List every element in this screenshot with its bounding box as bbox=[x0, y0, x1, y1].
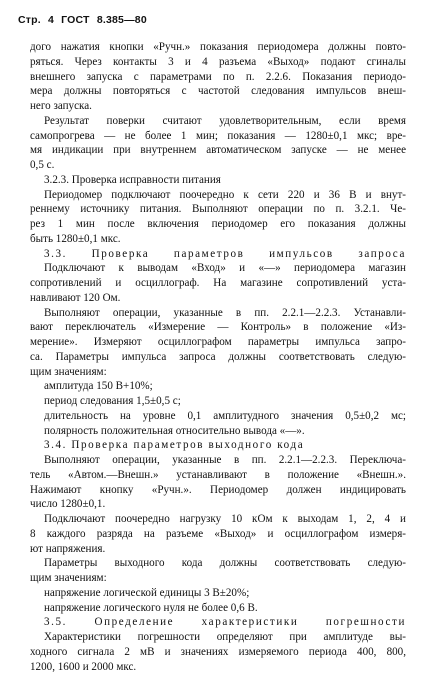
text-line: вают переключатель «Измерение — Контроль» в положение «Из- bbox=[30, 320, 406, 335]
text-line: самопрогрева — не более 1 мин; показания — 1280±0,1 мкс; вре- bbox=[30, 129, 406, 144]
text-line: Подключают поочередно нагрузку 10 кОм к выходам 1, 2, 4 и bbox=[30, 512, 406, 527]
text-line: 0,5 с. bbox=[30, 158, 406, 173]
text-line: реннему источнику питания. Выполняют операции по п. 3.2.1. Че- bbox=[30, 202, 406, 217]
text-line: 3.5. Определение характеристики погрешности bbox=[30, 615, 406, 630]
text-line: полярность положительная относительно вывода «—». bbox=[30, 424, 406, 439]
text-line: тель «Автом.—Внешн.» устанавливают в положение «Внешн.». bbox=[30, 468, 406, 483]
text-line: дого нажатия кнопки «Ручн.» показания периодомера должны повто- bbox=[30, 40, 406, 55]
text-line: щим значениям: bbox=[30, 571, 406, 586]
text-line: мерение». Измеряют осциллографом параметры импульса запро- bbox=[30, 335, 406, 350]
document-body bbox=[30, 40, 406, 674]
text-line: Подключают к выводам «Вход» и «—» периодомера магазин bbox=[30, 261, 406, 276]
standard-code: 8.385—80 bbox=[97, 14, 147, 26]
text-line: Результат поверки считают удовлетворительным, если время bbox=[30, 114, 406, 129]
standard-label: ГОСТ bbox=[61, 14, 90, 26]
text-line: быть 1280±0,1 мкс. bbox=[30, 232, 406, 247]
text-line: Выполняют операции, указанные в пп. 2.2.1—2.2.3. Устанавли- bbox=[30, 306, 406, 321]
text-line: ют напряжения. bbox=[30, 542, 406, 557]
text-line: период следования 1,5±0,5 с; bbox=[30, 394, 406, 409]
text-line: Периодомер подключают поочередно к сети 220 и 36 В и внут- bbox=[30, 188, 406, 203]
text-line: рез 1 мин после включения периодомер его показания должны bbox=[30, 217, 406, 232]
text-line: внешнего запуска с параметрами по п. 2.2.6. Показания периодо- bbox=[30, 70, 406, 85]
text-line: 1200, 1600 и 2000 мкс. bbox=[30, 660, 406, 674]
text-line: 3.2.3. Проверка исправности питания bbox=[30, 173, 406, 188]
text-line: мя индикации при внутреннем автоматическом запуске — не менее bbox=[30, 143, 406, 158]
text-line: щим значениям: bbox=[30, 365, 406, 380]
text-line: напряжение логической единицы 3 В±20%; bbox=[30, 586, 406, 601]
text-line: сопротивлений и осциллограф. На магазине сопротивлений уста- bbox=[30, 276, 406, 291]
text-line: 3.4. Проверка параметров выходного кода bbox=[30, 438, 406, 453]
page-header bbox=[18, 14, 151, 26]
text-line: Выполняют операции, указанные в пп. 2.2.1—2.2.3. Переключа- bbox=[30, 453, 406, 468]
text-line: навливают 120 Ом. bbox=[30, 291, 406, 306]
text-line: ходного сигнала 2 мВ и значениях измеряемого периода 400, 800, bbox=[30, 645, 406, 660]
text-line: него запуска. bbox=[30, 99, 406, 114]
text-line: 3.3. Проверка параметров импульсов запроса bbox=[30, 247, 406, 262]
page-number: 4 bbox=[48, 14, 54, 26]
page-prefix: Стр. bbox=[18, 14, 41, 26]
text-line: са. Параметры импульса запроса должны соответствовать следую- bbox=[30, 350, 406, 365]
text-line: длительность на уровне 0,1 амплитудного значения 0,5±0,2 мс; bbox=[30, 409, 406, 424]
text-line: Нажимают кнопку «Ручн.». Периодомер должен индицировать bbox=[30, 483, 406, 498]
text-line: мера должны повторяться с частотой следования импульсов внеш- bbox=[30, 84, 406, 99]
text-line: напряжение логического нуля не более 0,6 В. bbox=[30, 601, 406, 616]
text-line: Характеристики погрешности определяют при амплитуде вы- bbox=[30, 630, 406, 645]
text-line: Параметры выходного кода должны соответствовать следую- bbox=[30, 556, 406, 571]
text-line: амплитуда 150 В+10%; bbox=[30, 379, 406, 394]
text-line: 8 каждого разряда на разъеме «Выход» и осциллографом измеря- bbox=[30, 527, 406, 542]
text-line: число 1280±0,1. bbox=[30, 497, 406, 512]
text-line: ряться. Через контакты 3 и 4 разъема «Выход» подают сгиналы bbox=[30, 55, 406, 70]
